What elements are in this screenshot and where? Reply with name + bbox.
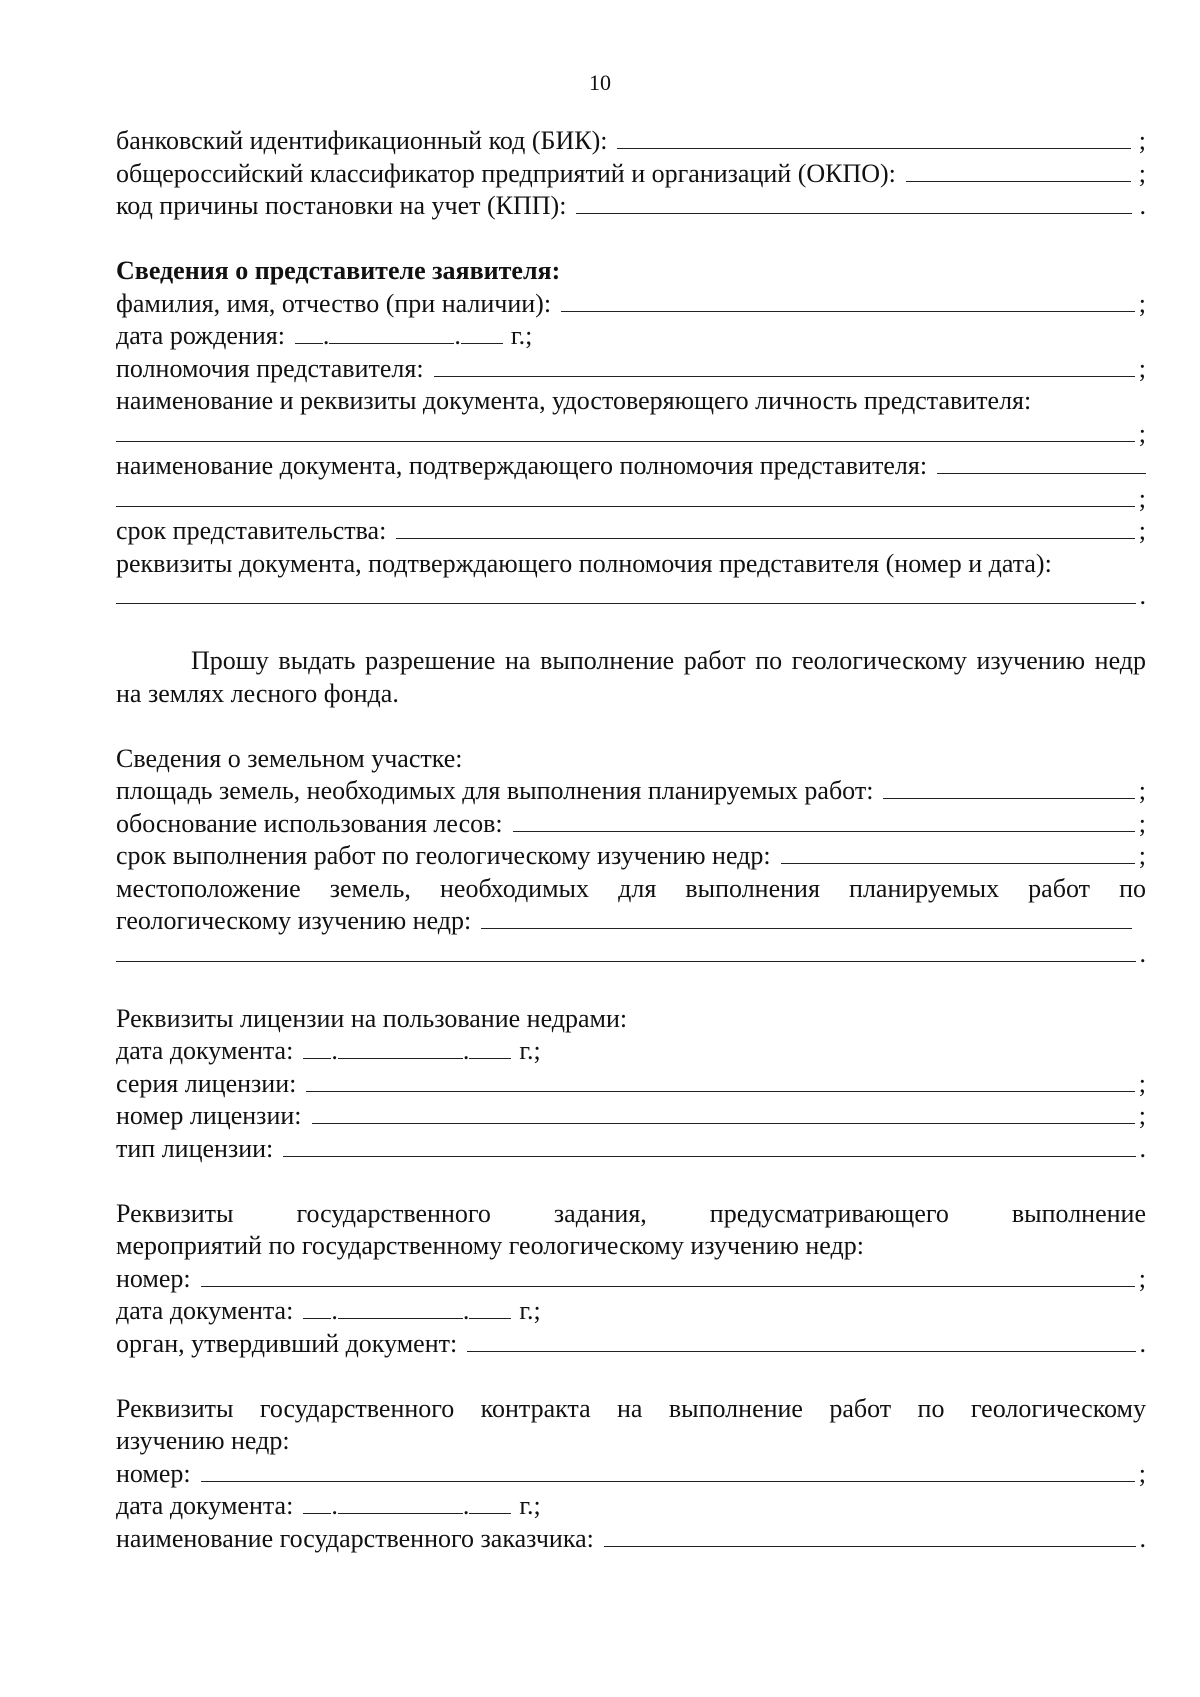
powers-doc-field[interactable] xyxy=(116,484,1135,507)
state-task-year-field[interactable] xyxy=(469,1296,511,1319)
powers-doc-row xyxy=(116,483,1146,516)
contract-date-label: дата документа: xyxy=(116,1491,294,1520)
customer-row xyxy=(116,1523,1146,1556)
license-day-field[interactable] xyxy=(303,1036,331,1059)
fio-end: ; xyxy=(1138,288,1146,318)
powers-doc-details-end: . xyxy=(1139,581,1146,610)
powers-row xyxy=(116,353,1146,386)
representative-heading: Сведения о представителе заявителя: xyxy=(116,256,561,285)
area-field[interactable] xyxy=(883,776,1134,799)
term-field[interactable] xyxy=(396,516,1134,539)
kpp-field[interactable] xyxy=(576,191,1131,214)
contract-day-field[interactable] xyxy=(303,1491,331,1514)
license-number-end: ; xyxy=(1138,1101,1146,1130)
series-field[interactable] xyxy=(306,1069,1134,1092)
location-row xyxy=(116,905,1146,938)
state-task-heading-2: мероприятий по государственному геологическому изучению недр: xyxy=(116,1231,864,1260)
state-task-date-label: дата документа: xyxy=(116,1296,294,1325)
works-term-field[interactable] xyxy=(781,841,1135,864)
forest-use-end: ; xyxy=(1138,808,1146,838)
state-contract-heading-2: изучению недр: xyxy=(116,1426,290,1455)
license-heading: Реквизиты лицензии на пользование недрами: xyxy=(116,1003,628,1033)
contract-month-field[interactable] xyxy=(338,1491,463,1514)
powers-doc-details-row xyxy=(116,580,1146,613)
location-field[interactable] xyxy=(116,939,1136,962)
forest-use-label: обоснование использования лесов: xyxy=(116,808,503,838)
license-year-suffix: г.; xyxy=(519,1036,541,1065)
license-number-field[interactable] xyxy=(312,1101,1135,1124)
state-task-year-suffix: г.; xyxy=(519,1296,541,1325)
kpp-end: . xyxy=(1139,191,1146,220)
id-doc-label: наименование и реквизиты документа, удостоверяющего личность представителя: xyxy=(116,386,1032,415)
state-task-month-field[interactable] xyxy=(338,1296,463,1319)
location-end: . xyxy=(1139,938,1146,968)
contract-date-row: дата документа: . . г.; xyxy=(116,1490,1146,1523)
license-date-label: дата документа: xyxy=(116,1036,294,1065)
kpp-label: код причины постановки на учет (КПП): xyxy=(116,191,567,220)
bik-row xyxy=(116,125,1146,158)
license-year-field[interactable] xyxy=(469,1036,511,1059)
request-paragraph: Прошу выдать разрешение на выполнение работ по геологическому изучению недр на землях лесного фонда. xyxy=(116,646,1146,708)
fio-field[interactable] xyxy=(561,289,1135,312)
state-task-heading-1: Реквизиты государственного задания, предусматривающего выполнение xyxy=(116,1198,1146,1228)
area-label: площадь земель, необходимых для выполнения планируемых работ: xyxy=(116,776,874,805)
form-body xyxy=(116,125,1146,1555)
state-task-number-row xyxy=(116,1263,1146,1296)
state-task-number-label: номер: xyxy=(116,1263,191,1293)
id-doc-row xyxy=(116,418,1146,451)
state-task-number-end: ; xyxy=(1138,1263,1146,1293)
authority-label: орган, утвердивший документ: xyxy=(116,1328,458,1358)
bik-field[interactable] xyxy=(617,126,1130,149)
license-date-row: дата документа: . . г.; xyxy=(116,1035,1146,1068)
license-month-field[interactable] xyxy=(338,1036,463,1059)
location-label: геологическому изучению недр: xyxy=(116,906,472,935)
series-end: ; xyxy=(1138,1068,1146,1098)
bik-end: ; xyxy=(1138,126,1146,155)
license-number-row xyxy=(116,1100,1146,1133)
birth-month-field[interactable] xyxy=(329,321,454,344)
powers-doc-label-row xyxy=(116,450,1146,483)
series-row xyxy=(116,1068,1146,1101)
okpo-end: ; xyxy=(1138,158,1146,188)
customer-end: . xyxy=(1139,1523,1146,1553)
bik-label: банковский идентификационный код (БИК): xyxy=(116,126,608,155)
id-doc-label-row xyxy=(116,385,1146,418)
state-contract-heading-1: Реквизиты государственного контракта на выполнение работ по геологическому xyxy=(116,1393,1146,1423)
powers-end: ; xyxy=(1138,353,1146,383)
contract-number-end: ; xyxy=(1138,1458,1146,1488)
works-term-end: ; xyxy=(1138,841,1146,870)
state-task-day-field[interactable] xyxy=(303,1296,331,1319)
contract-number-label: номер: xyxy=(116,1458,191,1488)
license-type-label: тип лицензии: xyxy=(116,1133,274,1163)
powers-doc-details-field[interactable] xyxy=(116,581,1136,604)
state-task-number-field[interactable] xyxy=(201,1264,1135,1287)
license-number-label: номер лицензии: xyxy=(116,1101,302,1130)
area-end: ; xyxy=(1138,776,1146,805)
license-type-field[interactable] xyxy=(283,1134,1135,1157)
okpo-label: общероссийский классификатор предприятий и организаций (ОКПО): xyxy=(116,158,896,188)
state-task-date-row: дата документа: . . г.; xyxy=(116,1295,1146,1328)
powers-doc-field-start[interactable] xyxy=(937,451,1146,474)
authority-row xyxy=(116,1328,1146,1361)
powers-doc-end: ; xyxy=(1138,483,1146,513)
land-heading: Сведения о земельном участке: xyxy=(116,743,463,773)
powers-doc-details-label: реквизиты документа, подтверждающего полномочия представителя (номер и дата): xyxy=(116,548,1052,578)
term-end: ; xyxy=(1138,516,1146,545)
fio-label: фамилия, имя, отчество (при наличии): xyxy=(116,288,552,318)
powers-doc-details-label-row xyxy=(116,548,1146,581)
birth-label: дата рождения: xyxy=(116,321,285,350)
fio-row xyxy=(116,288,1146,321)
works-term-label: срок выполнения работ по геологическому изучению недр: xyxy=(116,841,771,870)
contract-year-suffix: г.; xyxy=(519,1491,541,1520)
okpo-field[interactable] xyxy=(906,159,1131,182)
forest-use-field[interactable] xyxy=(513,809,1135,832)
area-row xyxy=(116,775,1146,808)
series-label: серия лицензии: xyxy=(116,1068,297,1098)
contract-number-field[interactable] xyxy=(201,1459,1135,1482)
okpo-row xyxy=(116,158,1146,191)
contract-number-row xyxy=(116,1458,1146,1491)
powers-doc-label: наименование документа, подтверждающего полномочия представителя: xyxy=(116,451,928,480)
powers-field[interactable] xyxy=(434,354,1135,377)
location-field-start[interactable] xyxy=(481,906,1132,929)
birth-year-field[interactable] xyxy=(461,321,503,344)
birth-year-suffix: г.; xyxy=(510,321,533,350)
license-type-end: . xyxy=(1139,1133,1146,1163)
id-doc-end: ; xyxy=(1138,418,1146,448)
authority-field[interactable] xyxy=(467,1329,1135,1352)
authority-end: . xyxy=(1139,1328,1146,1358)
location-line-1: местоположение земель, необходимых для выполнения планируемых работ по xyxy=(116,873,1146,903)
location-cont-row xyxy=(116,938,1146,971)
forest-use-row xyxy=(116,808,1146,841)
powers-label: полномочия представителя: xyxy=(116,353,424,383)
customer-label: наименование государственного заказчика: xyxy=(116,1523,594,1553)
customer-field[interactable] xyxy=(604,1524,1136,1547)
birth-day-field[interactable] xyxy=(295,321,323,344)
license-type-row xyxy=(116,1133,1146,1166)
id-doc-field[interactable] xyxy=(116,419,1135,442)
term-label: срок представительства: xyxy=(116,516,387,545)
kpp-row xyxy=(116,190,1146,223)
term-row xyxy=(116,515,1146,548)
works-term-row xyxy=(116,840,1146,873)
birth-row: дата рождения: . . г.; xyxy=(116,320,1146,353)
page-number: 10 xyxy=(589,70,611,95)
contract-year-field[interactable] xyxy=(469,1491,511,1514)
